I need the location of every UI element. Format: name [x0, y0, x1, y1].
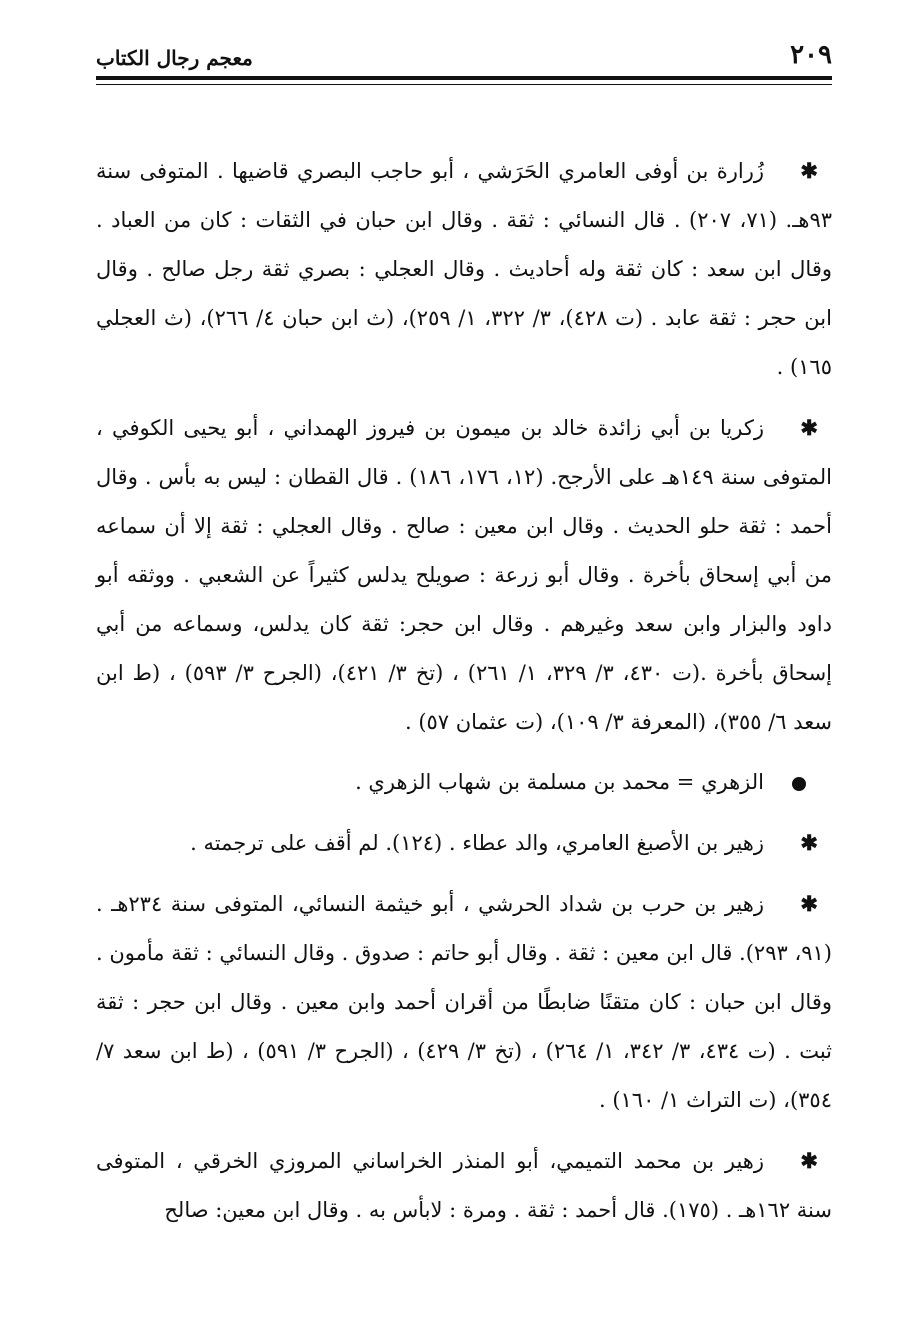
entry-text: زُرارة بن أوفى العامري الحَرَشي ، أبو حاجب البصري قاضيها . المتوفى سنة ٩٣هـ. (٧١، ٢٠٧) . قال النسائي : ثقة . وقال ابن حبان في الثقات : كان من العباد . وقال ابن سعد : كان ثقة وله أحاديث . وقال العجلي : بصري ثقة رجل صالح . وقال ابن حجر : ثقة عابد . (ت ٤٢٨)، ٣/ ٣٢٢، ١/ ٢٥٩)، (ث ابن حبان ٤/ ٢٦٦)، (ث العجلي ١٦٥) . [96, 159, 832, 379]
entry-text: زهير بن الأصبغ العامري، والد عطاء . (١٢٤). لم أقف على ترجمته . [190, 831, 764, 855]
entry-zuhayr-ibn-muhammad [96, 1136, 832, 1235]
header-rule-thick [96, 76, 832, 80]
entry-zuhayr-ibn-al-asbagh [96, 818, 832, 868]
asterisk-icon: ✱ [800, 158, 818, 183]
entry-text: زهير بن محمد التميمي، أبو المنذر الخراساني المروزي الخرقي ، المتوفى سنة ١٦٢هـ . (١٧٥). قال أحمد : ثقة . ومرة : لابأس به . وقال ابن معين: صالح [96, 1149, 832, 1222]
entry-text: زهير بن حرب بن شداد الحرشي ، أبو خيثمة النسائي، المتوفى سنة ٢٣٤هـ . (٩١، ٢٩٣). قال ابن معين : ثقة . وقال أبو حاتم : صدوق . وقال النسائي : ثقة مأمون . وقال ابن حبان : كان متقنًا ضابطًا من أقران أحمد وابن معين . وقال ابن حجر : ثقة ثبت . (ت ٤٣٤، ٣/ ٣٤٢، ١/ ٢٦٤) ، (تخ ٣/ ٤٢٩) ، (الجرح ٣/ ٥٩١) ، (ط ابن سعد ٧/ ٣٥٤)، (ت التراث ١/ ١٦٠) . [96, 892, 833, 1112]
bullet-icon [792, 777, 806, 791]
entry-zakariya-ibn-abi-zaida [96, 403, 832, 747]
entry-zuhayr-ibn-harb [96, 879, 832, 1125]
asterisk-icon: ✱ [800, 891, 818, 916]
asterisk-icon: ✱ [800, 1148, 818, 1173]
entry-text: الزهري = محمد بن مسلمة بن شهاب الزهري . [355, 770, 764, 794]
page-number: ٢٠٩ [790, 40, 832, 70]
book-title: معجم رجال الكتاب [96, 46, 253, 70]
entry-text: زكريا بن أبي زائدة خالد بن ميمون بن فيروز الهمداني ، أبو يحيى الكوفي ، المتوفى سنة ١٤٩هـ على الأرجح. (١٢، ١٧٦، ١٨٦) . قال القطان : ليس به بأس . وقال أحمد : ثقة حلو الحديث . وقال ابن معين : صالح . وقال العجلي : ثقة إلا أن سماعه من أبي إسحاق بأخرة . وقال أبو زرعة : صويلح يدلس كثيراً عن الشعبي . ووثقه أبو داود والبزار وابن سعد وغيرهم . وقال ابن حجر: ثقة كان يدلس، وسماعه من أبي إسحاق بأخرة .(ت ٤٣٠، ٣/ ٣٢٩، ١/ ٢٦١) ، (تخ ٣/ ٤٢١)، (الجرح ٣/ ٥٩٣) ، (ط ابن سعد ٦/ ٣٥٥)، (المعرفة ٣/ ١٠٩)، (ت عثمان ٥٧) . [96, 416, 833, 734]
page-header [96, 36, 832, 70]
entry-al-zuhri-crossref [96, 758, 832, 807]
asterisk-icon: ✱ [800, 415, 818, 440]
header-rule-thin [96, 84, 832, 85]
page-body [96, 146, 832, 1246]
entry-zurara-ibn-awfa [96, 146, 832, 392]
asterisk-icon: ✱ [800, 830, 818, 855]
